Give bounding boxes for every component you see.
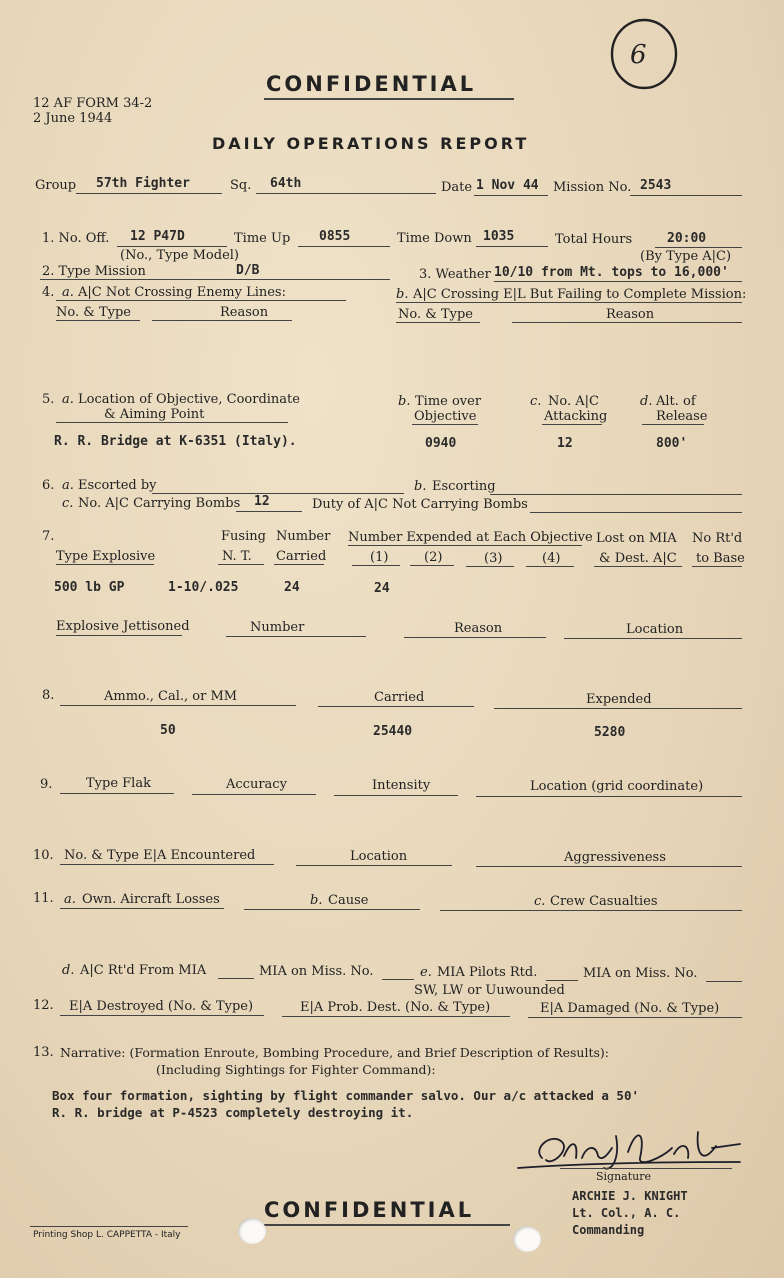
line7-num: 7. xyxy=(42,529,55,544)
line4-no-type-a: No. & Type xyxy=(56,305,131,320)
nortd-label: No Rt'd xyxy=(692,531,743,546)
mia-pilots-label: MIA Pilots Rtd. xyxy=(437,965,538,980)
obj-col-1: (1) xyxy=(370,550,389,565)
weather-label: 3. Weather xyxy=(419,267,491,282)
carrying-bombs-value: 12 xyxy=(254,494,270,509)
ammo-carried-label: Carried xyxy=(374,690,425,705)
line11-a-letter: a. xyxy=(64,892,76,907)
ea-encountered-label: No. & Type E|A Encountered xyxy=(64,848,256,863)
line4-reason-b: Reason xyxy=(606,307,655,322)
line5-a-letter: a. xyxy=(62,392,74,407)
crew-casualties-label: Crew Casualties xyxy=(550,894,658,909)
ammo-expended-value: 5280 xyxy=(594,725,626,740)
signer-role: Commanding xyxy=(572,1223,645,1237)
obj-col-2: (2) xyxy=(424,550,443,565)
ea-prob-dest-label: E|A Prob. Dest. (No. & Type) xyxy=(300,1000,491,1015)
jet-number-label: Number xyxy=(250,620,305,635)
jet-location-label: Location xyxy=(626,622,684,637)
line11-e-letter: e. xyxy=(420,965,432,980)
line6-c-letter: c. xyxy=(62,496,74,511)
aggressiveness-label: Aggressiveness xyxy=(564,850,666,865)
sq-label: Sq. xyxy=(230,178,252,193)
duty-label: Duty of A|C Not Carrying Bombs xyxy=(312,497,528,512)
total-hours-label: Total Hours xyxy=(555,232,633,247)
line5-d-letter: d. xyxy=(640,394,653,409)
time-over-objective-value: 0940 xyxy=(425,436,457,451)
jettisoned-label: Explosive Jettisoned xyxy=(56,619,190,634)
mia-on-miss2-label: MIA on Miss. No. xyxy=(583,966,698,981)
printer-note: Printing Shop L. CAPPETTA - Italy xyxy=(33,1230,181,1240)
punch-hole-left xyxy=(238,1218,266,1244)
escorted-label: Escorted by xyxy=(78,478,157,493)
line5-c-label1: No. A|C xyxy=(548,394,599,409)
ea-location-label: Location xyxy=(350,849,408,864)
expended-value: 24 xyxy=(374,581,390,596)
type-model-note: (No., Type Model) xyxy=(120,248,239,263)
line11-d-letter: d. xyxy=(62,963,75,978)
report-title: DAILY OPERATIONS REPORT xyxy=(212,134,530,153)
nt-label: N. T. xyxy=(222,549,252,564)
line9-num: 9. xyxy=(40,777,53,792)
carried-value: 24 xyxy=(284,580,300,595)
by-type-note: (By Type A|C) xyxy=(640,249,732,264)
carrying-bombs-label: No. A|C Carrying Bombs xyxy=(78,496,241,511)
intensity-label: Intensity xyxy=(372,778,431,793)
line4-b-letter: b. xyxy=(396,287,409,302)
weather-value: 10/10 from Mt. tops to 16,000' xyxy=(494,265,729,280)
time-down-value: 1035 xyxy=(483,229,515,244)
line5-c-letter: c. xyxy=(530,394,542,409)
date-value: 1 Nov 44 xyxy=(476,178,539,193)
carried-label: Carried xyxy=(276,549,327,564)
rtd-from-mia-label: A|C Rt'd From MIA xyxy=(80,963,207,978)
line11-b-letter: b. xyxy=(310,893,323,908)
dest-label: & Dest. A|C xyxy=(599,551,677,566)
jet-reason-label: Reason xyxy=(454,621,503,636)
signer-name: ARCHIE J. KNIGHT xyxy=(572,1189,688,1203)
ammo-expended-label: Expended xyxy=(586,692,652,707)
date-label: Date xyxy=(441,180,473,195)
group-value: 57th Fighter xyxy=(96,176,190,191)
line5-d-label2: Release xyxy=(656,409,708,424)
lost-label: Lost on MIA xyxy=(596,531,677,546)
ammo-carried-value: 25440 xyxy=(373,724,413,739)
form-id: 12 AF FORM 34-2 xyxy=(33,96,153,111)
line5-b-label2: Objective xyxy=(414,409,477,424)
line12-num: 12. xyxy=(33,998,54,1013)
confidential-bottom: CONFIDENTIAL xyxy=(264,1198,475,1222)
ea-damaged-label: E|A Damaged (No. & Type) xyxy=(540,1001,720,1016)
mia-on-miss-label: MIA on Miss. No. xyxy=(259,964,374,979)
type-mission-value: D/B xyxy=(236,263,260,278)
line4-reason-a: Reason xyxy=(220,305,269,320)
line4-b-label: A|C Crossing E|L But Failing to Complete Mission: xyxy=(413,287,747,302)
escorting-label: Escorting xyxy=(432,479,496,494)
mission-label: Mission No. xyxy=(553,180,632,195)
line4-no-type-b: No. & Type xyxy=(398,307,473,322)
ammo-label: Ammo., Cal., or MM xyxy=(104,689,238,704)
cause-label: Cause xyxy=(328,893,369,908)
fusing-value: 1-10/.025 xyxy=(168,580,239,595)
type-explosive-label: Type Explosive xyxy=(56,549,156,564)
total-hours-value: 20:00 xyxy=(667,231,707,246)
ammo-value: 50 xyxy=(160,723,176,738)
tobase-label: to Base xyxy=(696,551,745,566)
line8-num: 8. xyxy=(42,688,55,703)
line5-c-label2: Attacking xyxy=(544,409,608,424)
number-label: Number xyxy=(276,529,331,544)
line4-num: 4. xyxy=(42,285,55,300)
line4-a-label: A|C Not Crossing Enemy Lines: xyxy=(78,285,286,300)
ea-destroyed-label: E|A Destroyed (No. & Type) xyxy=(69,999,254,1014)
line6-b-letter: b. xyxy=(414,479,427,494)
line4-a-letter: a. xyxy=(62,285,74,300)
sq-value: 64th xyxy=(270,176,302,191)
accuracy-label: Accuracy xyxy=(226,777,287,792)
line13-num: 13. xyxy=(33,1045,54,1060)
line5-a-label2: & Aiming Point xyxy=(104,407,205,422)
line5-a-label1: Location of Objective, Coordinate xyxy=(78,392,300,407)
line5-num: 5. xyxy=(42,392,55,407)
group-label: Group xyxy=(35,178,77,193)
line5-d-label1: Alt. of xyxy=(656,394,696,409)
line11-c-letter: c. xyxy=(534,894,546,909)
narrative-line-1: Box four formation, sighting by flight commander salvo. Our a/c attacked a 50' xyxy=(52,1088,639,1103)
attacking-value: 12 xyxy=(557,436,573,451)
obj-col-3: (3) xyxy=(484,551,503,566)
line5-b-label1: Time over xyxy=(415,394,482,409)
punch-hole-right xyxy=(513,1226,541,1252)
flak-location-label: Location (grid coordinate) xyxy=(530,779,704,794)
type-flak-label: Type Flak xyxy=(86,776,151,791)
obj-col-4: (4) xyxy=(542,551,561,566)
signature-label: Signature xyxy=(596,1170,652,1183)
no-off-value: 12 P47D xyxy=(130,229,185,244)
line5-b-letter: b. xyxy=(398,394,411,409)
narrative-line-2: R. R. bridge at P-4523 completely destroying it. xyxy=(52,1105,414,1120)
form-date: 2 June 1944 xyxy=(33,111,113,126)
line6-a-letter: a. xyxy=(62,478,74,493)
line6-num: 6. xyxy=(42,478,55,493)
no-off-label: 1. No. Off. xyxy=(42,231,110,246)
confidential-top: CONFIDENTIAL xyxy=(266,72,477,96)
time-down-label: Time Down xyxy=(397,231,472,246)
expended-label: Number Expended at Each Objective xyxy=(348,530,593,545)
narrative-label: Narrative: (Formation Enroute, Bombing Procedure, and Brief Description of Results): xyxy=(60,1045,610,1060)
line11-num: 11. xyxy=(33,891,54,906)
objective-location-value: R. R. Bridge at K-6351 (Italy). xyxy=(54,434,297,449)
own-losses-label: Own. Aircraft Losses xyxy=(82,892,220,907)
mission-value: 2543 xyxy=(640,178,672,193)
page-mark-number: 6 xyxy=(630,40,647,70)
fusing-label: Fusing xyxy=(221,529,266,544)
narrative-sub: (Including Sightings for Fighter Command): xyxy=(156,1062,436,1077)
time-up-label: Time Up xyxy=(234,231,291,246)
release-alt-value: 800' xyxy=(656,436,688,451)
signer-rank: Lt. Col., A. C. xyxy=(572,1206,681,1220)
sw-lw-label: SW, LW or Uuwounded xyxy=(414,983,565,998)
explosive-value: 500 lb GP xyxy=(54,580,125,595)
line10-num: 10. xyxy=(33,848,54,863)
type-mission-label: 2. Type Mission xyxy=(42,264,146,279)
time-up-value: 0855 xyxy=(319,229,351,244)
